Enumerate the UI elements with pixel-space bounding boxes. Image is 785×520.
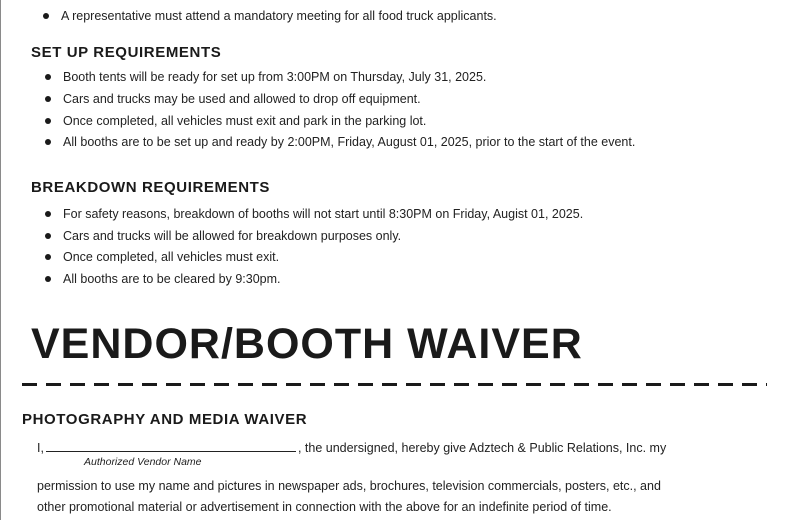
list-item-text: Once completed, all vehicles must exit and park in the parking lot. xyxy=(63,114,427,128)
vendor-name-blank[interactable] xyxy=(46,440,296,452)
list-item-meeting xyxy=(61,8,497,24)
page-left-border xyxy=(0,0,1,520)
bullet-dot xyxy=(45,233,51,239)
breakdown-item xyxy=(63,206,583,222)
bullet-dot xyxy=(45,118,51,124)
setup-item xyxy=(63,113,426,129)
breakdown-item xyxy=(63,249,279,265)
setup-item xyxy=(63,91,421,107)
breakdown-heading: BREAKDOWN REQUIREMENTS xyxy=(31,179,271,196)
photo-waiver-heading: PHOTOGRAPHY AND MEDIA WAIVER xyxy=(22,411,308,428)
bullet-dot xyxy=(45,96,51,102)
waiver-title: VENDOR/BOOTH WAIVER xyxy=(31,320,583,368)
breakdown-item xyxy=(63,228,401,244)
waiver-line-3: other promotional material or advertisement in connection with the above for an indefinite period of time. xyxy=(37,500,612,514)
list-item-text: For safety reasons, breakdown of booths will not start until 8:30PM on Friday, Augist 01, 2025. xyxy=(63,207,584,221)
bullet-dot xyxy=(43,13,49,19)
list-item-text: A representative must attend a mandatory meeting for all food truck applicants. xyxy=(61,9,497,23)
setup-heading: SET UP REQUIREMENTS xyxy=(31,44,222,61)
bullet-dot xyxy=(45,211,51,217)
list-item-text: Once completed, all vehicles must exit. xyxy=(63,250,280,264)
list-item-text: Cars and trucks will be allowed for breakdown purposes only. xyxy=(63,229,402,243)
setup-item xyxy=(63,69,486,85)
list-item-text: All booths are to be cleared by 9:30pm. xyxy=(63,272,281,286)
cut-line-divider xyxy=(22,383,767,386)
vendor-name-caption: Authorized Vendor Name xyxy=(84,456,202,468)
bullet-dot xyxy=(45,74,51,80)
waiver-line-prefix: I, xyxy=(37,441,44,455)
bullet-dot xyxy=(45,139,51,145)
waiver-line-1 xyxy=(37,440,666,456)
waiver-line-suffix: , the undersigned, hereby give Adztech & Public Relations, Inc. my xyxy=(297,441,667,455)
list-item-text: Cars and trucks may be used and allowed to drop off equipment. xyxy=(63,92,421,106)
breakdown-item xyxy=(63,271,281,287)
setup-item xyxy=(63,134,635,150)
list-item-text: All booths are to be set up and ready by 2:00PM, Friday, August 01, 2025, prior to the start of the event. xyxy=(63,135,636,149)
bullet-dot xyxy=(45,254,51,260)
bullet-dot xyxy=(45,276,51,282)
waiver-line-2: permission to use my name and pictures in newspaper ads, brochures, television commercials, posters, etc., and xyxy=(37,479,661,493)
list-item-text: Booth tents will be ready for set up from 3:00PM on Thursday, July 31, 2025. xyxy=(63,70,487,84)
